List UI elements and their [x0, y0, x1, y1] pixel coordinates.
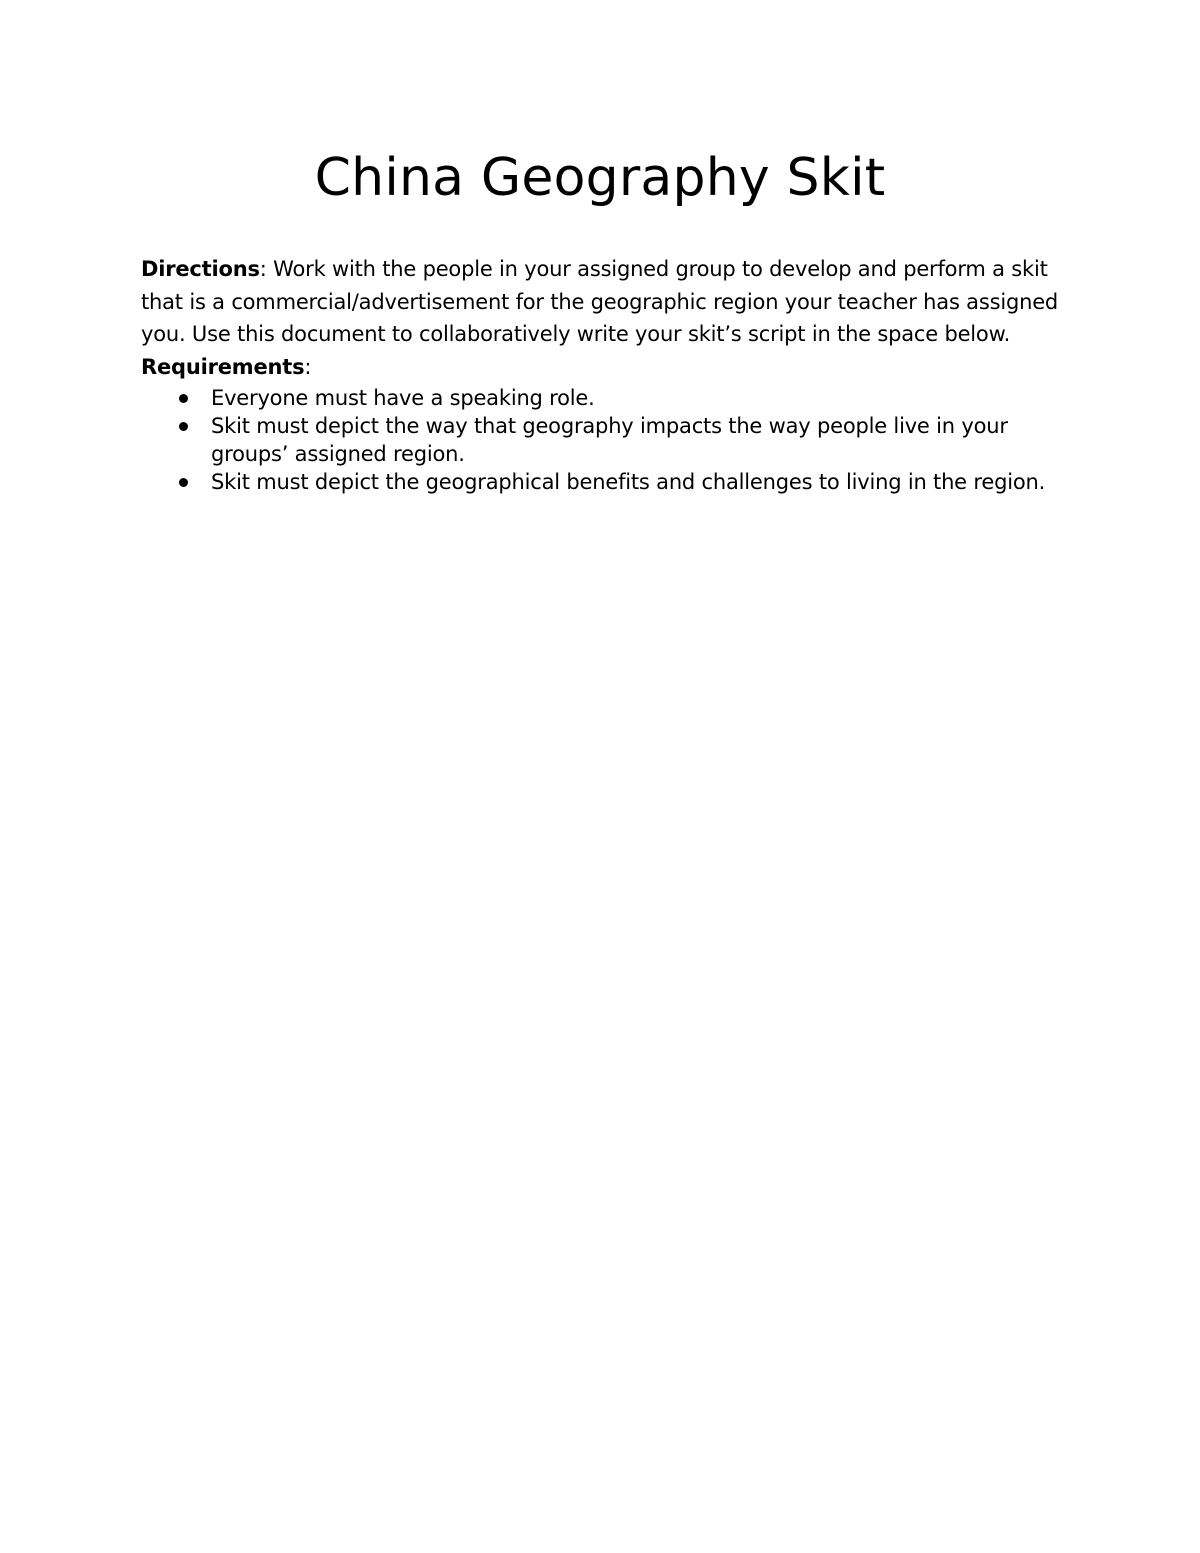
list-item [141, 468, 1071, 496]
requirements-label: Requirements [141, 354, 305, 379]
directions-label: Directions [141, 257, 260, 281]
bullet-icon [179, 422, 188, 431]
bullet-icon [179, 394, 188, 403]
requirements-heading [141, 351, 1071, 384]
requirement-text: Everyone must have a speaking role. [211, 386, 595, 410]
directions-separator: : [259, 257, 267, 281]
document-body [141, 253, 1071, 496]
page-title: China Geography Skit [314, 148, 886, 208]
requirements-list [141, 384, 1071, 496]
directions-paragraph [141, 253, 1071, 351]
requirements-separator: : [304, 354, 312, 379]
bullet-icon [179, 478, 188, 487]
requirement-text: Skit must depict the geographical benefits and challenges to living in the region. [211, 470, 1046, 494]
list-item [141, 384, 1071, 412]
directions-text: Work with the people in your assigned group to develop and perform a skit that is a commercial/advertisement for the geographic region your teacher has assigned you. Use this document to collaboratively write your skit’s script in the space below. [141, 257, 1059, 346]
list-item [141, 412, 1071, 468]
requirement-text: Skit must depict the way that geography impacts the way people live in your groups’ assigned region. [211, 414, 1008, 466]
